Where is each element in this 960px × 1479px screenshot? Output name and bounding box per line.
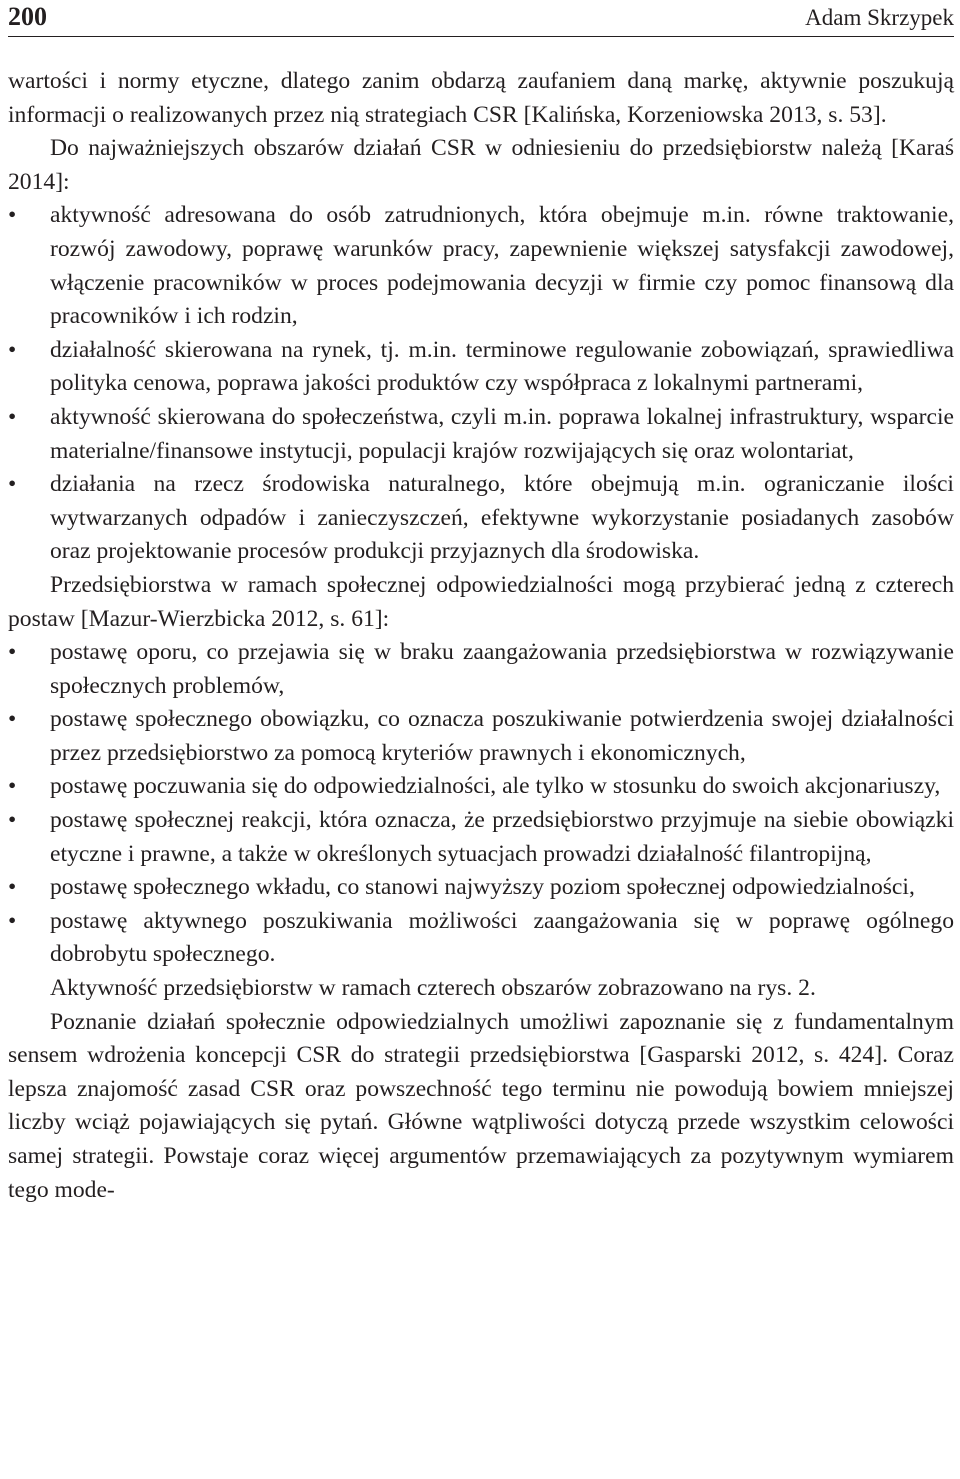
paragraph: Aktywność przedsiębiorstw w ramach czterech obszarów zobrazowano na rys. 2. <box>50 975 816 1002</box>
list-item: • postawę oporu, co przejawia się w braku zaangażowania przedsiębiorstwa w rozwiązywanie społecznych problemów, <box>8 636 954 703</box>
list-item: • postawę społecznej reakcji, która oznacza, że przedsiębiorstwo przyjmuje na siebie obowiązki etyczne i prawne, a także w określonych sytuacjach prowadzi działalność filantropijną, <box>8 804 954 871</box>
paragraph: wartości i normy etyczne, dlatego zanim obdarzą zaufaniem daną markę, aktywnie poszukują informacji o realizowanych przez nią strategiach CSR [Kalińska, Korzeniowska 2013, s. 53]. <box>8 68 954 128</box>
document-page <box>8 0 954 1207</box>
paragraph: Przedsiębiorstwa w ramach społecznej odpowiedzialności mogą przybierać jedną z czterech postaw [Mazur-Wierzbicka 2012, s. 61]: <box>8 571 954 632</box>
paragraph: Poznanie działań społecznie odpowiedzialnych umożliwi zapoznanie się z fundamentalnym sensem wdrożenia koncepcji CSR do strategii przedsiębiorstwa [Gasparski 2012, s. 424]. Coraz lepsza znajomość zasad CSR oraz powszechność tego terminu nie powodują bowiem mniejszej liczby wciąż pojawiających się pytań. Główne wątpliwości dotyczą przede wszystkim celowości samej strategii. Powstaje coraz więcej argumentów przemawiających za pozytywnym wymiarem tego mode- <box>8 1008 954 1203</box>
list-item: • działalność skierowana na rynek, tj. m.in. terminowe regulowanie zobowiązań, sprawiedliwa polityka cenowa, poprawa jakości produktów czy współpraca z lokalnymi partnerami, <box>8 334 954 401</box>
csr-areas-list <box>8 199 954 569</box>
list-item: • działania na rzecz środowiska naturalnego, które obejmują m.in. ograniczanie ilości wytwarzanych odpadów i zanieczyszczeń, efektywne wykorzystanie posiadanych zasobów oraz projektowanie procesów produkcji przyjaznych dla środowiska. <box>8 468 954 569</box>
list-item: • aktywność skierowana do społeczeństwa, czyli m.in. poprawa lokalnej infrastruktury, wsparcie materialne/finansowe instytucji, populacji krajów rozwijających się oraz wolontariat, <box>8 401 954 468</box>
list-item: • postawę społecznego wkładu, co stanowi najwyższy poziom społecznej odpowiedzialności, <box>8 871 954 905</box>
running-header <box>8 0 954 37</box>
list-item: • postawę poczuwania się do odpowiedzialności, ale tylko w stosunku do swoich akcjonariuszy, <box>8 770 954 804</box>
list-item: • aktywność adresowana do osób zatrudnionych, która obejmuje m.in. równe traktowanie, rozwój zawodowy, poprawę warunków pracy, zapewnienie większej satysfakcji zawodowej, włączenie pracowników w proces podejmowania decyzji w firmie czy pomoc finansową dla pracowników i ich rodzin, <box>8 199 954 333</box>
attitudes-list <box>8 636 954 972</box>
page-number: 200 <box>8 2 47 31</box>
paragraph: Do najważniejszych obszarów działań CSR w odniesieniu do przedsiębiorstw należą [Karaś 2014]: <box>8 135 954 195</box>
list-item: • postawę społecznego obowiązku, co oznacza poszukiwanie potwierdzenia swojej działalności przez przedsiębiorstwo za pomocą kryteriów prawnych i ekonomicznych, <box>8 703 954 770</box>
running-head-author: Adam Skrzypek <box>805 5 954 30</box>
body-text <box>8 65 954 1207</box>
list-item: • postawę aktywnego poszukiwania możliwości zaangażowania się w poprawę ogólnego dobrobytu społecznego. <box>8 905 954 972</box>
